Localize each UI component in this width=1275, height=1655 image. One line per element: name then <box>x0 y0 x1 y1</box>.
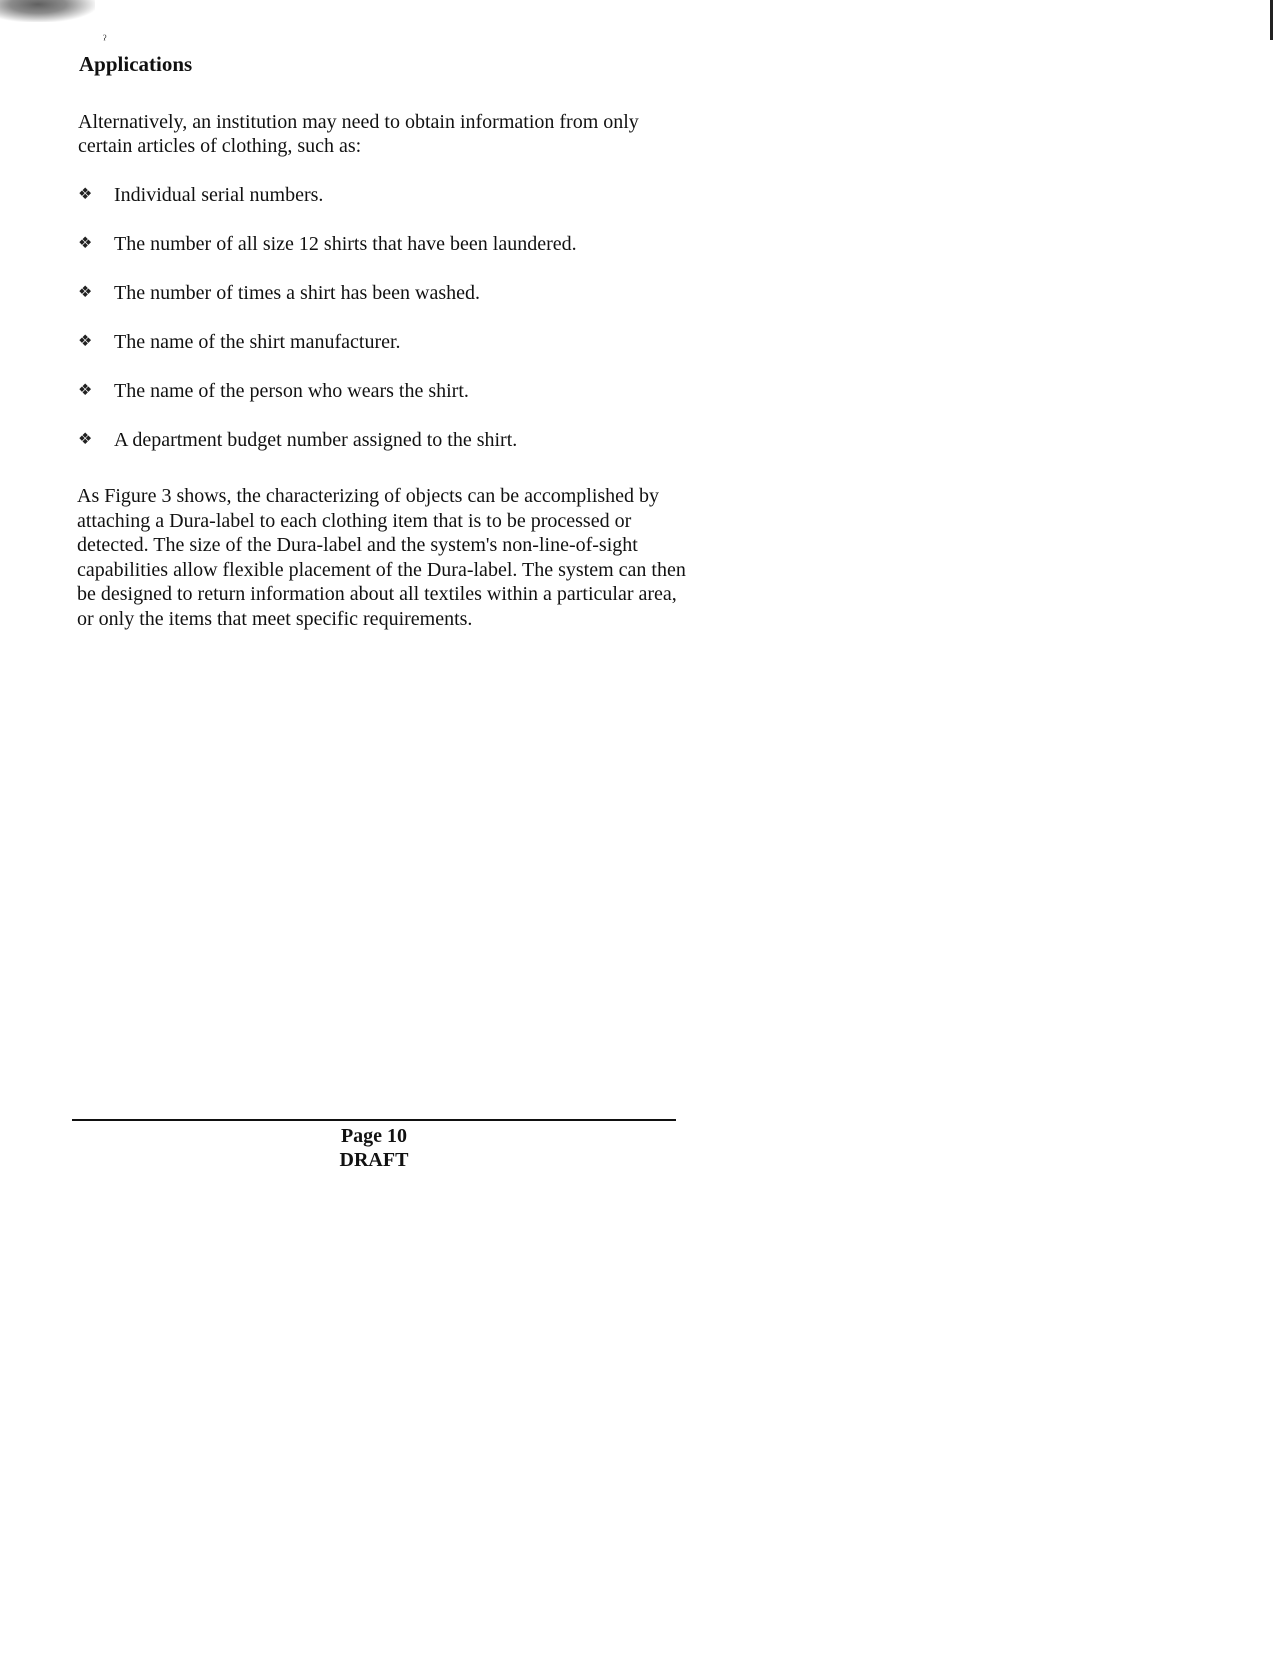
diamond-bullet-icon: ❖ <box>78 333 93 350</box>
footer-divider <box>72 1119 676 1121</box>
list-item <box>78 428 718 477</box>
diamond-bullet-icon: ❖ <box>78 431 93 448</box>
diamond-bullet-icon: ❖ <box>78 186 93 203</box>
list-item-text: Individual serial numbers. <box>114 184 324 206</box>
list-item <box>78 232 718 281</box>
section-heading: Applications <box>79 52 193 76</box>
draft-label: DRAFT <box>339 1149 409 1171</box>
diamond-bullet-icon: ❖ <box>78 235 93 252</box>
list-item-text: The name of the person who wears the shirt. <box>114 380 469 402</box>
scan-speck: ˀ <box>103 33 107 48</box>
page-number: Page 10 <box>340 1125 408 1147</box>
scan-artifact <box>0 0 95 22</box>
list-item <box>78 183 718 232</box>
list-item-text: The number of all size 12 shirts that have been laundered. <box>114 233 577 255</box>
list-item-text: The number of times a shirt has been washed. <box>114 282 481 304</box>
scan-edge-mark <box>1270 0 1273 40</box>
diamond-bullet-icon: ❖ <box>78 284 93 301</box>
list-item <box>78 281 718 330</box>
requirements-list <box>78 183 718 477</box>
closing-paragraph: As Figure 3 shows, the characterizing of objects can be accomplished by attaching a Dura-label to each clothing item that is to be processed or detected. The size of the Dura-label and the system's non-line-of-sight capabilities allow flexible placement of the Dura-label. The system can then be designed to return information about all textiles within a particular area, or only the items that meet specific requirements. <box>77 485 686 630</box>
list-item <box>78 379 718 428</box>
page-footer <box>72 1124 676 1172</box>
list-item-text: The name of the shirt manufacturer. <box>114 331 401 353</box>
diamond-bullet-icon: ❖ <box>78 382 93 399</box>
list-item-text: A department budget number assigned to the shirt. <box>114 429 518 451</box>
intro-paragraph: Alternatively, an institution may need to obtain information from only certain articles of clothing, such as: <box>78 111 639 157</box>
list-item <box>78 330 718 379</box>
